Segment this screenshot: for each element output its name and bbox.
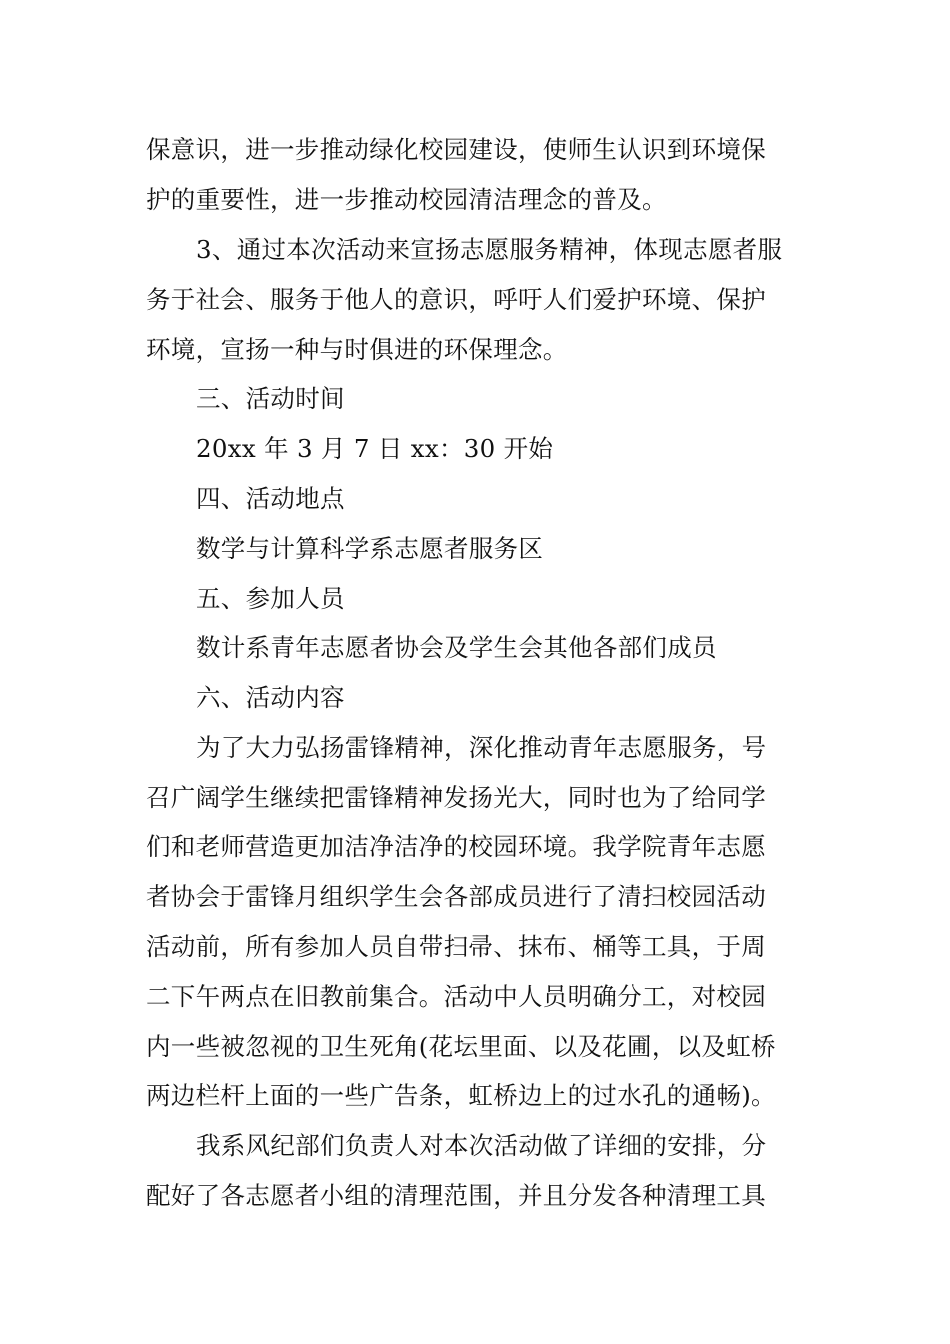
text-line: 我系风纪部们负责人对本次活动做了详细的安排，分 — [196, 1131, 767, 1160]
text-line: 务于社会、服务于他人的意识，呼吁人们爱护环境、保护 — [146, 285, 766, 314]
text-line: 内一些被忽视的卫生死角(花坛里面、以及花圃，以及虹桥 — [146, 1032, 776, 1061]
text-line: 数计系青年志愿者协会及学生会其他各部们成员 — [196, 633, 717, 662]
text-line: 3、通过本次活动来宣扬志愿服务精神，体现志愿者服 — [196, 235, 783, 264]
text-line: 二下午两点在旧教前集合。活动中人员明确分工，对校园 — [146, 982, 766, 1011]
text-line: 数学与计算科学系志愿者服务区 — [196, 534, 544, 563]
text-line: 们和老师营造更加洁净洁净的校园环境。我学院青年志愿 — [146, 832, 766, 861]
text-line: 两边栏杆上面的一些广告条，虹桥边上的过水孔的通畅)。 — [146, 1081, 776, 1110]
text-line: 者协会于雷锋月组织学生会各部成员进行了清扫校园活动 — [146, 882, 766, 911]
section-heading: 四、活动地点 — [196, 484, 345, 513]
section-heading: 五、参加人员 — [196, 584, 345, 613]
text-line: 护的重要性，进一步推动校园清洁理念的普及。 — [146, 185, 667, 214]
text-line: 保意识，进一步推动绿化校园建设，使师生认识到环境保 — [146, 135, 766, 164]
text-line: 20xx 年 3 月 7 日 xx：30 开始 — [196, 434, 554, 463]
section-heading: 三、活动时间 — [196, 384, 345, 413]
text-line: 召广阔学生继续把雷锋精神发扬光大，同时也为了给同学 — [146, 783, 766, 812]
text-line: 环境，宣扬一种与时俱进的环保理念。 — [146, 335, 568, 364]
text-line: 配好了各志愿者小组的清理范围，并且分发各种清理工具 — [146, 1181, 766, 1210]
section-heading: 六、活动内容 — [196, 683, 345, 712]
text-line: 活动前，所有参加人员自带扫帚、抹布、桶等工具，于周 — [146, 932, 766, 961]
text-line: 为了大力弘扬雷锋精神，深化推动青年志愿服务，号 — [196, 733, 767, 762]
